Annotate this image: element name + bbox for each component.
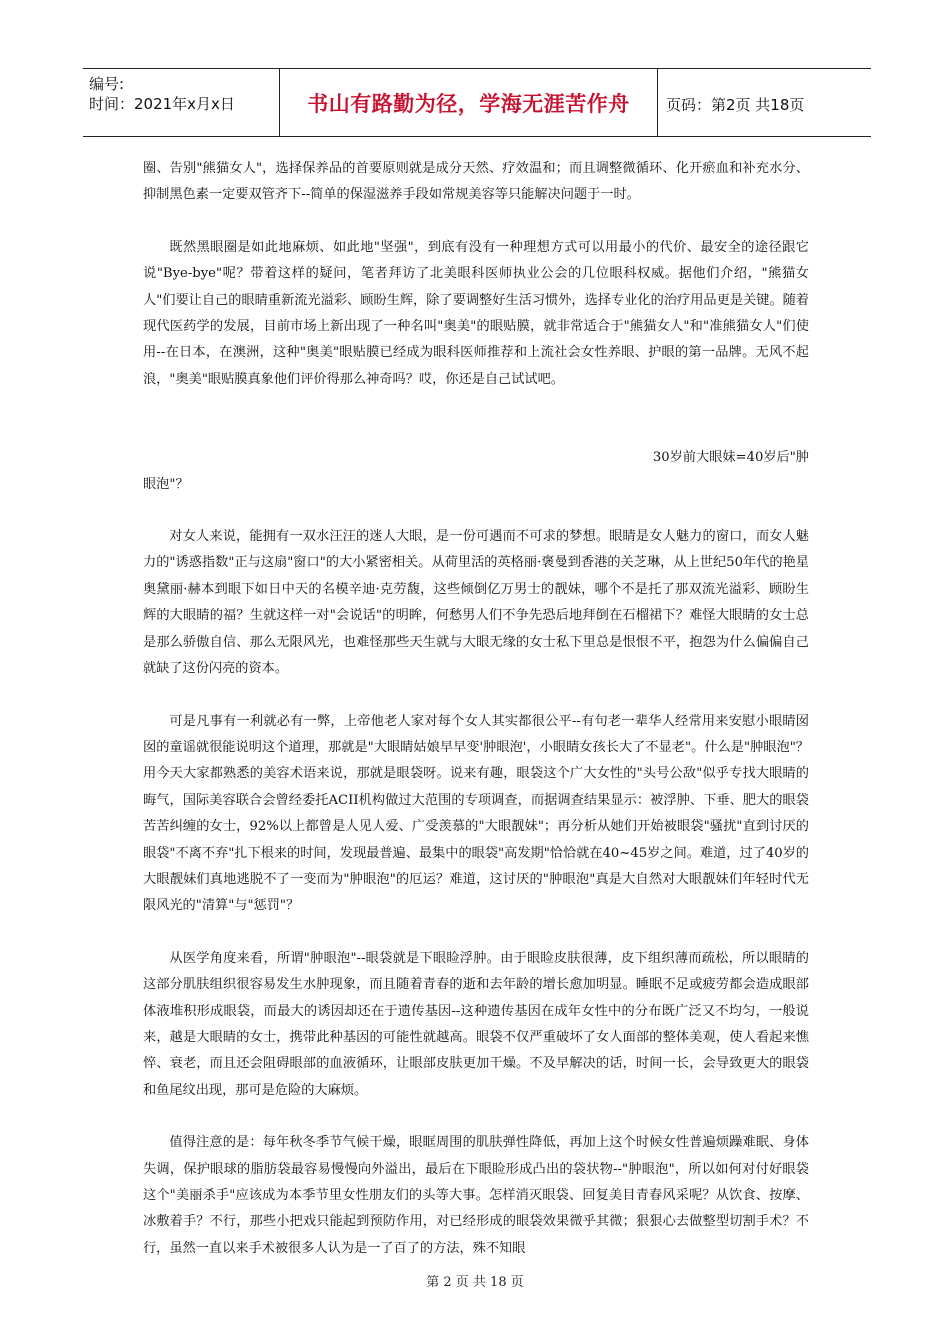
paragraph-4: 可是凡事有一利就必有一弊，上帝他老人家对每个女人其实都很公平--有句老一辈华人经常用来安慰小眼睛囡囡的童谣就很能说明这个道理，那就是"大眼睛姑娘早早变'肿眼泡'，小眼睛女孩长大了不显老"。什么是"肿眼泡"？用今天大家都熟悉的美容术语来说，那就是眼袋呀。说来有趣，眼袋这个广大女性的"头号公敌"似乎专找大眼睛的晦气，国际美容联合会曾经委托ACII机构做过大范围的专项调查，而据调查结果显示：被浮肿、下垂、肥大的眼袋苦苦纠缠的女士，92%以上都曾是人见人爱、广受羡慕的"大眼靓妹"；再分析从她们开始被眼袋"骚扰"直到讨厌的眼袋"不离不弃"扎下根来的时间，发现最普遍、最集中的眼袋"高发期"恰恰就在40~45岁之间。难道，过了40岁的大眼靓妹们真地逃脱不了一变而为"肿眼泡"的厄运？难道，这讨厌的"肿眼泡"真是大自然对大眼靓妹们年轻时代无限风光的"清算"与"惩罚"？	[143, 713, 809, 914]
header-page-info: 页码：第2页 共18页	[666, 96, 805, 114]
paragraph-6: 值得注意的是：每年秋冬季节气候干燥，眼眶周围的肌肤弹性降低，再加上这个时候女性普遍烦躁难眠、身体失调，保护眼球的脂肪袋最容易慢慢向外溢出，最后在下眼睑形成凸出的袋状物--"肿眼泡"，所以如何对付好眼袋这个"美丽杀手"应该成为本季节里女性朋友们的头等大事。怎样消灭眼袋、回复美目青春风采呢？从饮食、按摩、冰敷着手？不行，那些小把戏只能起到预防作用，对已经形成的眼袋效果微乎其微；狠狠心去做整型切割手术？不行，虽然一直以来手术被很多人认为是一了百了的方法，殊不知眼	[143, 1135, 809, 1256]
document-body	[143, 156, 809, 1262]
paragraph-1: 圈、告别"熊猫女人"，选择保养品的首要原则就是成分天然、疗效温和；而且调整微循环、化开瘀血和补充水分、抑制黑色素一定要双管齐下--简单的保湿滋养手段如常规美容等只能解决问题于一时。	[143, 161, 809, 203]
paragraph-3: 对女人来说，能拥有一双水汪汪的迷人大眼，是一份可遇而不可求的梦想。眼睛是女人魅力的窗口，而女人魅力的"诱惑指数"正与这扇"窗口"的大小紧密相关。从荷里活的英格丽·褒曼到香港的关芝琳，从上世纪50年代的艳星奥黛丽·赫本到眼下如日中天的名模辛迪·克劳馥，这些倾倒亿万男士的靓妹，哪个不是托了那双流光溢彩、顾盼生辉的大眼睛的福？生就这样一对"会说话"的明眸，何愁男人们不争先恐后地拜倒在石榴裙下？难怪大眼睛的女士总是那么骄傲自信、那么无限风光，也难怪那些天生就与大眼无缘的女士私下里总是恨恨不平，抱怨为什么偏偏自己就缺了这份闪亮的资本。	[143, 529, 809, 677]
page-footer: 第 2 页 共 18 页	[426, 1275, 524, 1290]
paragraph-5: 从医学角度来看，所谓"肿眼泡"--眼袋就是下眼睑浮肿。由于眼睑皮肤很薄，皮下组织薄而疏松，所以眼睛的这部分肌肤组织很容易发生水肿现象，而且随着青春的逝和去年龄的增长愈加明显。睡眠不足或疲劳都会造成眼部体液堆积形成眼袋，而最大的诱因却还在于遗传基因--这种遗传基因在成年女性中的分布既广泛又不均匀，一般说来，越是大眼睛的女士，携带此种基因的可能性就越高。眼袋不仅严重破坏了女人面部的整体美观，使人看起来憔悴、衰老，而且还会阻碍眼部的血液循环，让眼部皮肤更加干燥。不及早解决的话，时间一长，会导致更大的眼袋和鱼尾纹出现，那可是危险的大麻烦。	[143, 950, 809, 1098]
document-number-label: 编号:	[89, 75, 125, 93]
header-meta	[83, 69, 279, 136]
section-title-line-2: 眼泡"？	[143, 476, 189, 492]
section-title-line-1: 30岁前大眼妹=40岁后"肿	[652, 450, 809, 466]
header-motto: 书山有路勤为径，学海无涯苦作舟	[279, 69, 658, 136]
paragraph-2: 既然黑眼圈是如此地麻烦、如此地"坚强"，到底有没有一种理想方式可以用最小的代价、最安全的途径跟它说"Bye-bye"呢？带着这样的疑问，笔者拜访了北美眼科医师执业公会的几位眼科权威。据他们介绍，"熊猫女人"们要让自己的眼睛重新流光溢彩、顾盼生辉，除了要调整好生活习惯外，选择专业化的治疗用品更是关键。随着现代医药学的发展，目前市场上新出现了一种名叫"奥美"的眼贴膜，就非常适合于"熊猫女人"和"准熊猫女人"们使用--在日本，在澳洲，这种"奥美"眼贴膜已经成为眼科医师推荐和上流社会女性养眼、护眼的第一品牌。无风不起浪，"奥美"眼贴膜真象他们评价得那么神奇吗？哎，你还是自己试试吧。	[143, 239, 809, 387]
page-header	[83, 68, 871, 137]
document-time-label: 时间：2021年x月x日	[89, 95, 235, 113]
